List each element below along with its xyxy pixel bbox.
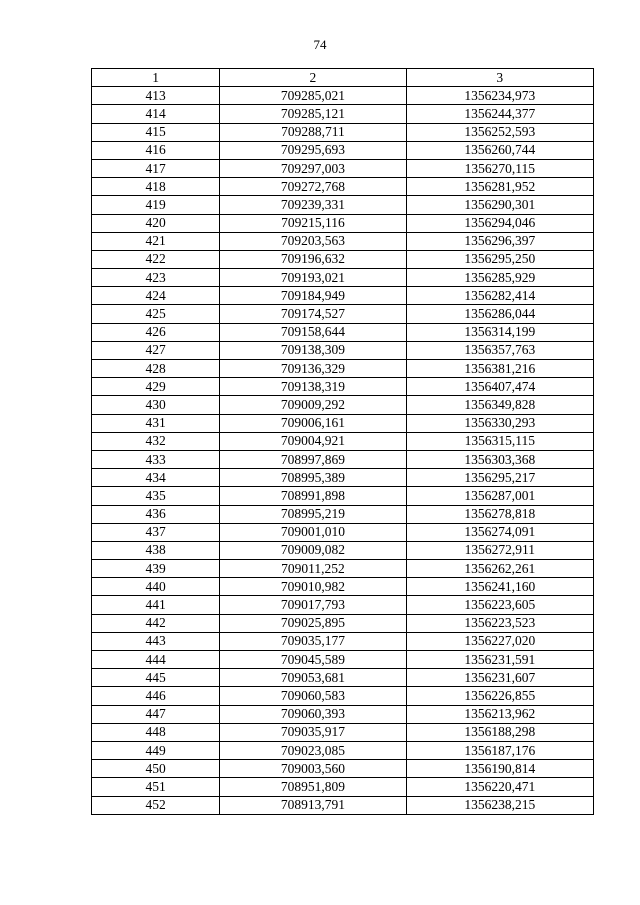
x-coordinate-cell: 708951,809 bbox=[220, 778, 406, 796]
table-row bbox=[92, 560, 594, 578]
point-number-cell: 426 bbox=[92, 323, 220, 341]
y-coordinate-cell: 1356260,744 bbox=[406, 141, 593, 159]
point-number-cell: 421 bbox=[92, 232, 220, 250]
x-coordinate-cell: 709174,527 bbox=[220, 305, 406, 323]
table-row bbox=[92, 269, 594, 287]
table-row bbox=[92, 414, 594, 432]
x-coordinate-cell: 709035,177 bbox=[220, 632, 406, 650]
x-coordinate-cell: 709006,161 bbox=[220, 414, 406, 432]
y-coordinate-cell: 1356357,763 bbox=[406, 341, 593, 359]
table-header bbox=[92, 69, 594, 87]
point-number-cell: 443 bbox=[92, 632, 220, 650]
y-coordinate-cell: 1356314,199 bbox=[406, 323, 593, 341]
x-coordinate-cell: 709017,793 bbox=[220, 596, 406, 614]
y-coordinate-cell: 1356234,973 bbox=[406, 87, 593, 105]
table-row bbox=[92, 487, 594, 505]
point-number-cell: 427 bbox=[92, 341, 220, 359]
point-number-cell: 418 bbox=[92, 178, 220, 196]
y-coordinate-cell: 1356238,215 bbox=[406, 796, 593, 814]
point-number-cell: 444 bbox=[92, 651, 220, 669]
x-coordinate-cell: 709285,021 bbox=[220, 87, 406, 105]
table-row bbox=[92, 596, 594, 614]
y-coordinate-cell: 1356244,377 bbox=[406, 105, 593, 123]
column-header-2: 2 bbox=[220, 69, 406, 87]
y-coordinate-cell: 1356295,217 bbox=[406, 469, 593, 487]
table-row bbox=[92, 687, 594, 705]
y-coordinate-cell: 1356295,250 bbox=[406, 250, 593, 268]
x-coordinate-cell: 709060,393 bbox=[220, 705, 406, 723]
y-coordinate-cell: 1356274,091 bbox=[406, 523, 593, 541]
column-header-3: 3 bbox=[406, 69, 593, 87]
x-coordinate-cell: 708995,389 bbox=[220, 469, 406, 487]
y-coordinate-cell: 1356226,855 bbox=[406, 687, 593, 705]
table-row bbox=[92, 450, 594, 468]
point-number-cell: 436 bbox=[92, 505, 220, 523]
y-coordinate-cell: 1356231,607 bbox=[406, 669, 593, 687]
x-coordinate-cell: 709239,331 bbox=[220, 196, 406, 214]
header-row bbox=[92, 69, 594, 87]
x-coordinate-cell: 709023,085 bbox=[220, 741, 406, 759]
x-coordinate-cell: 709158,644 bbox=[220, 323, 406, 341]
x-coordinate-cell: 709215,116 bbox=[220, 214, 406, 232]
table-row bbox=[92, 341, 594, 359]
table-row bbox=[92, 105, 594, 123]
point-number-cell: 445 bbox=[92, 669, 220, 687]
y-coordinate-cell: 1356381,216 bbox=[406, 360, 593, 378]
x-coordinate-cell: 708913,791 bbox=[220, 796, 406, 814]
point-number-cell: 451 bbox=[92, 778, 220, 796]
y-coordinate-cell: 1356227,020 bbox=[406, 632, 593, 650]
y-coordinate-cell: 1356294,046 bbox=[406, 214, 593, 232]
table-row bbox=[92, 760, 594, 778]
x-coordinate-cell: 709011,252 bbox=[220, 560, 406, 578]
point-number-cell: 420 bbox=[92, 214, 220, 232]
x-coordinate-cell: 709203,563 bbox=[220, 232, 406, 250]
table-row bbox=[92, 250, 594, 268]
table-row bbox=[92, 523, 594, 541]
y-coordinate-cell: 1356296,397 bbox=[406, 232, 593, 250]
y-coordinate-cell: 1356220,471 bbox=[406, 778, 593, 796]
table-row bbox=[92, 614, 594, 632]
table-row bbox=[92, 505, 594, 523]
y-coordinate-cell: 1356188,298 bbox=[406, 723, 593, 741]
table-row bbox=[92, 159, 594, 177]
y-coordinate-cell: 1356286,044 bbox=[406, 305, 593, 323]
point-number-cell: 414 bbox=[92, 105, 220, 123]
column-header-1: 1 bbox=[92, 69, 220, 87]
table-row bbox=[92, 741, 594, 759]
x-coordinate-cell: 709285,121 bbox=[220, 105, 406, 123]
point-number-cell: 447 bbox=[92, 705, 220, 723]
x-coordinate-cell: 708995,219 bbox=[220, 505, 406, 523]
y-coordinate-cell: 1356281,952 bbox=[406, 178, 593, 196]
table-row bbox=[92, 669, 594, 687]
point-number-cell: 437 bbox=[92, 523, 220, 541]
y-coordinate-cell: 1356252,593 bbox=[406, 123, 593, 141]
y-coordinate-cell: 1356282,414 bbox=[406, 287, 593, 305]
point-number-cell: 446 bbox=[92, 687, 220, 705]
x-coordinate-cell: 709053,681 bbox=[220, 669, 406, 687]
table-row bbox=[92, 360, 594, 378]
table-row bbox=[92, 578, 594, 596]
page-number: 74 bbox=[313, 37, 327, 52]
point-number-cell: 449 bbox=[92, 741, 220, 759]
point-number-cell: 417 bbox=[92, 159, 220, 177]
point-number-cell: 422 bbox=[92, 250, 220, 268]
point-number-cell: 419 bbox=[92, 196, 220, 214]
x-coordinate-cell: 709060,583 bbox=[220, 687, 406, 705]
point-number-cell: 440 bbox=[92, 578, 220, 596]
point-number-cell: 424 bbox=[92, 287, 220, 305]
x-coordinate-cell: 709001,010 bbox=[220, 523, 406, 541]
table-row bbox=[92, 632, 594, 650]
table-row bbox=[92, 651, 594, 669]
point-number-cell: 428 bbox=[92, 360, 220, 378]
point-number-cell: 435 bbox=[92, 487, 220, 505]
table-row bbox=[92, 541, 594, 559]
point-number-cell: 450 bbox=[92, 760, 220, 778]
table-row bbox=[92, 305, 594, 323]
point-number-cell: 430 bbox=[92, 396, 220, 414]
y-coordinate-cell: 1356285,929 bbox=[406, 269, 593, 287]
point-number-cell: 434 bbox=[92, 469, 220, 487]
table-row bbox=[92, 432, 594, 450]
x-coordinate-cell: 709035,917 bbox=[220, 723, 406, 741]
x-coordinate-cell: 708997,869 bbox=[220, 450, 406, 468]
point-number-cell: 441 bbox=[92, 596, 220, 614]
point-number-cell: 448 bbox=[92, 723, 220, 741]
y-coordinate-cell: 1356303,368 bbox=[406, 450, 593, 468]
point-number-cell: 432 bbox=[92, 432, 220, 450]
y-coordinate-cell: 1356315,115 bbox=[406, 432, 593, 450]
table-row bbox=[92, 214, 594, 232]
y-coordinate-cell: 1356272,911 bbox=[406, 541, 593, 559]
table-row bbox=[92, 705, 594, 723]
table-row bbox=[92, 323, 594, 341]
x-coordinate-cell: 709138,319 bbox=[220, 378, 406, 396]
y-coordinate-cell: 1356231,591 bbox=[406, 651, 593, 669]
point-number-cell: 442 bbox=[92, 614, 220, 632]
table-row bbox=[92, 378, 594, 396]
point-number-cell: 433 bbox=[92, 450, 220, 468]
y-coordinate-cell: 1356187,176 bbox=[406, 741, 593, 759]
point-number-cell: 415 bbox=[92, 123, 220, 141]
table-row bbox=[92, 178, 594, 196]
point-number-cell: 425 bbox=[92, 305, 220, 323]
x-coordinate-cell: 709196,632 bbox=[220, 250, 406, 268]
table-row bbox=[92, 196, 594, 214]
y-coordinate-cell: 1356407,474 bbox=[406, 378, 593, 396]
y-coordinate-cell: 1356349,828 bbox=[406, 396, 593, 414]
y-coordinate-cell: 1356241,160 bbox=[406, 578, 593, 596]
y-coordinate-cell: 1356190,814 bbox=[406, 760, 593, 778]
table-row bbox=[92, 778, 594, 796]
x-coordinate-cell: 709009,082 bbox=[220, 541, 406, 559]
y-coordinate-cell: 1356287,001 bbox=[406, 487, 593, 505]
table-row bbox=[92, 232, 594, 250]
x-coordinate-cell: 709193,021 bbox=[220, 269, 406, 287]
y-coordinate-cell: 1356213,962 bbox=[406, 705, 593, 723]
y-coordinate-cell: 1356290,301 bbox=[406, 196, 593, 214]
x-coordinate-cell: 709138,309 bbox=[220, 341, 406, 359]
x-coordinate-cell: 709184,949 bbox=[220, 287, 406, 305]
table-body bbox=[92, 87, 594, 815]
table-row bbox=[92, 123, 594, 141]
x-coordinate-cell: 709272,768 bbox=[220, 178, 406, 196]
point-number-cell: 431 bbox=[92, 414, 220, 432]
x-coordinate-cell: 709003,560 bbox=[220, 760, 406, 778]
y-coordinate-cell: 1356262,261 bbox=[406, 560, 593, 578]
y-coordinate-cell: 1356223,605 bbox=[406, 596, 593, 614]
x-coordinate-cell: 709009,292 bbox=[220, 396, 406, 414]
x-coordinate-cell: 709295,693 bbox=[220, 141, 406, 159]
point-number-cell: 423 bbox=[92, 269, 220, 287]
table-row bbox=[92, 469, 594, 487]
x-coordinate-cell: 709045,589 bbox=[220, 651, 406, 669]
point-number-cell: 416 bbox=[92, 141, 220, 159]
x-coordinate-cell: 709136,329 bbox=[220, 360, 406, 378]
x-coordinate-cell: 709010,982 bbox=[220, 578, 406, 596]
point-number-cell: 429 bbox=[92, 378, 220, 396]
y-coordinate-cell: 1356223,523 bbox=[406, 614, 593, 632]
point-number-cell: 413 bbox=[92, 87, 220, 105]
point-number-cell: 452 bbox=[92, 796, 220, 814]
coordinates-table bbox=[91, 68, 594, 815]
table-row bbox=[92, 396, 594, 414]
y-coordinate-cell: 1356278,818 bbox=[406, 505, 593, 523]
x-coordinate-cell: 709004,921 bbox=[220, 432, 406, 450]
x-coordinate-cell: 709297,003 bbox=[220, 159, 406, 177]
table-row bbox=[92, 796, 594, 814]
point-number-cell: 438 bbox=[92, 541, 220, 559]
table-row bbox=[92, 87, 594, 105]
x-coordinate-cell: 709025,895 bbox=[220, 614, 406, 632]
table-row bbox=[92, 723, 594, 741]
x-coordinate-cell: 709288,711 bbox=[220, 123, 406, 141]
table-row bbox=[92, 141, 594, 159]
x-coordinate-cell: 708991,898 bbox=[220, 487, 406, 505]
y-coordinate-cell: 1356330,293 bbox=[406, 414, 593, 432]
point-number-cell: 439 bbox=[92, 560, 220, 578]
table-row bbox=[92, 287, 594, 305]
y-coordinate-cell: 1356270,115 bbox=[406, 159, 593, 177]
